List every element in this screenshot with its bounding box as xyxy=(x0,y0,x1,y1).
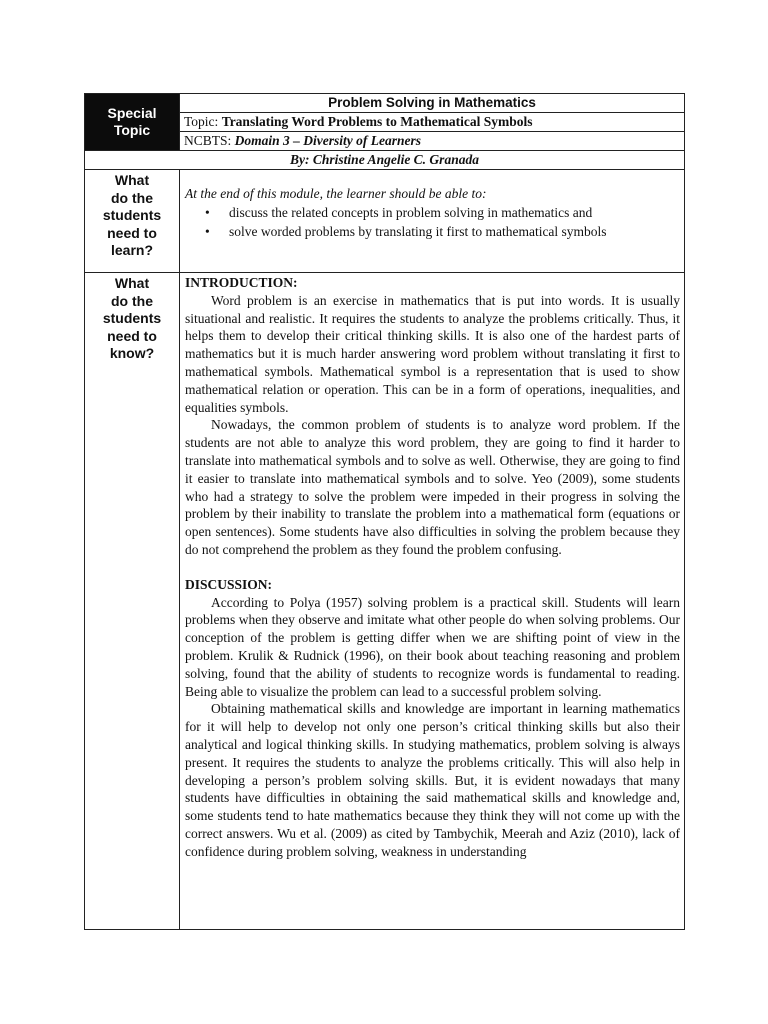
document-page xyxy=(84,93,685,930)
know-question-line: students xyxy=(102,310,162,327)
learn-question-line: What xyxy=(114,172,150,188)
objectives-intro: At the end of this module, the learner should be able to: xyxy=(185,186,487,201)
discussion-heading: DISCUSSION: xyxy=(185,576,273,592)
learn-question-line: need to xyxy=(107,224,157,241)
ncbts-value: Domain 3 – Diversity of Learners xyxy=(234,133,422,148)
learn-question-line: students xyxy=(102,207,162,224)
learn-objectives-cell xyxy=(180,170,685,273)
discussion-paragraph: According to Polya (1957) solving problem is a practical skill. Students will learn problems when they observe and imitate what other people do when solving problems. Our conception of the problem is getting differ when we are shifting point of view in the problem. Krulik & Rudnick (1996), on their book about teaching reasoning and problem solving, found that the ability of students to recognize words is fundamental to reading. Being able to visualize the problem can lead to a successful problem solving. xyxy=(185,594,680,699)
know-question-line: do the xyxy=(111,292,153,309)
document-title: Problem Solving in Mathematics xyxy=(180,94,685,113)
ncbts-row xyxy=(180,132,685,151)
objective-item: • solve worded problems by translating it first to mathematical symbols xyxy=(229,222,680,241)
know-content-cell xyxy=(180,273,685,930)
section-spacer xyxy=(185,559,680,576)
ncbts-label: NCBTS: xyxy=(184,133,235,148)
know-question-line: know? xyxy=(109,345,155,362)
author-byline: By: Christine Angelie C. Granada xyxy=(85,151,685,170)
learn-question-cell xyxy=(85,170,180,273)
learn-question-line: do the xyxy=(111,189,153,206)
introduction-paragraph: Nowadays, the common problem of students is to analyze word problem. If the students are not able to analyze this word problem, they are going to find it harder to translate into mathematical symbols and to solve as well. Otherwise, they are going to find it easier to translate into mathematical symbols and to solve. Yeo (2009), some students who had a strategy to solve the problem were impeded in their progress in solving the problem by their inability to translate the problem into a mathematical form (equations or open sentences). Some students have also difficulties in solving the problem because they do not comprehend the problem as they found the problem confusing. xyxy=(185,417,680,557)
discussion-paragraph: Obtaining mathematical skills and knowledge are important in learning mathematics for it will help to develop not only one person’s critical thinking skills but also their analytical and logical thinking skills. In studying mathematics, problem solving is always present. It requires the students to analyze the problems critically. This will also help in developing a person’s problem solving skills. But, it is evident nowadays that many students have difficulties in obtaining the said mathematical skills and knowledge and, some students tend to hate mathematics because they think they will not come up with the correct answers. Wu et al. (2009) as cited by Tambychik, Meerah and Aziz (2010), lack of confidence during problem solving, weakness in understanding xyxy=(185,701,680,859)
special-topic-cell xyxy=(85,94,180,151)
objective-item: • discuss the related concepts in problem solving in mathematics and xyxy=(229,203,680,222)
introduction-heading: INTRODUCTION: xyxy=(185,275,298,290)
learn-question-line: learn? xyxy=(110,242,153,259)
know-question-line: need to xyxy=(107,327,157,344)
special-topic-label-line1: Special xyxy=(107,105,157,121)
lesson-table xyxy=(84,93,685,930)
objectives-list xyxy=(185,203,680,241)
topic-label: Topic: xyxy=(184,114,222,129)
introduction-paragraph: Word problem is an exercise in mathematics that is put into words. It is usually situational and realistic. It requires the students to analyze the problems critically. Thus, it helps them to develop their critical thinking skills. It is also one of the hardest parts of mathematics but it is much harder answering word problem without translating it first to mathematical symbols. Mathematical symbol is a representation that is used to show mathematical relation or operation. This can be in a form of operations, inequalities, and equalities symbols. xyxy=(185,292,680,415)
know-question-cell xyxy=(85,273,180,930)
topic-value: Translating Word Problems to Mathematical Symbols xyxy=(221,114,533,129)
know-question-line: What xyxy=(114,275,150,291)
special-topic-label-line2: Topic xyxy=(113,122,151,138)
topic-row xyxy=(180,113,685,132)
